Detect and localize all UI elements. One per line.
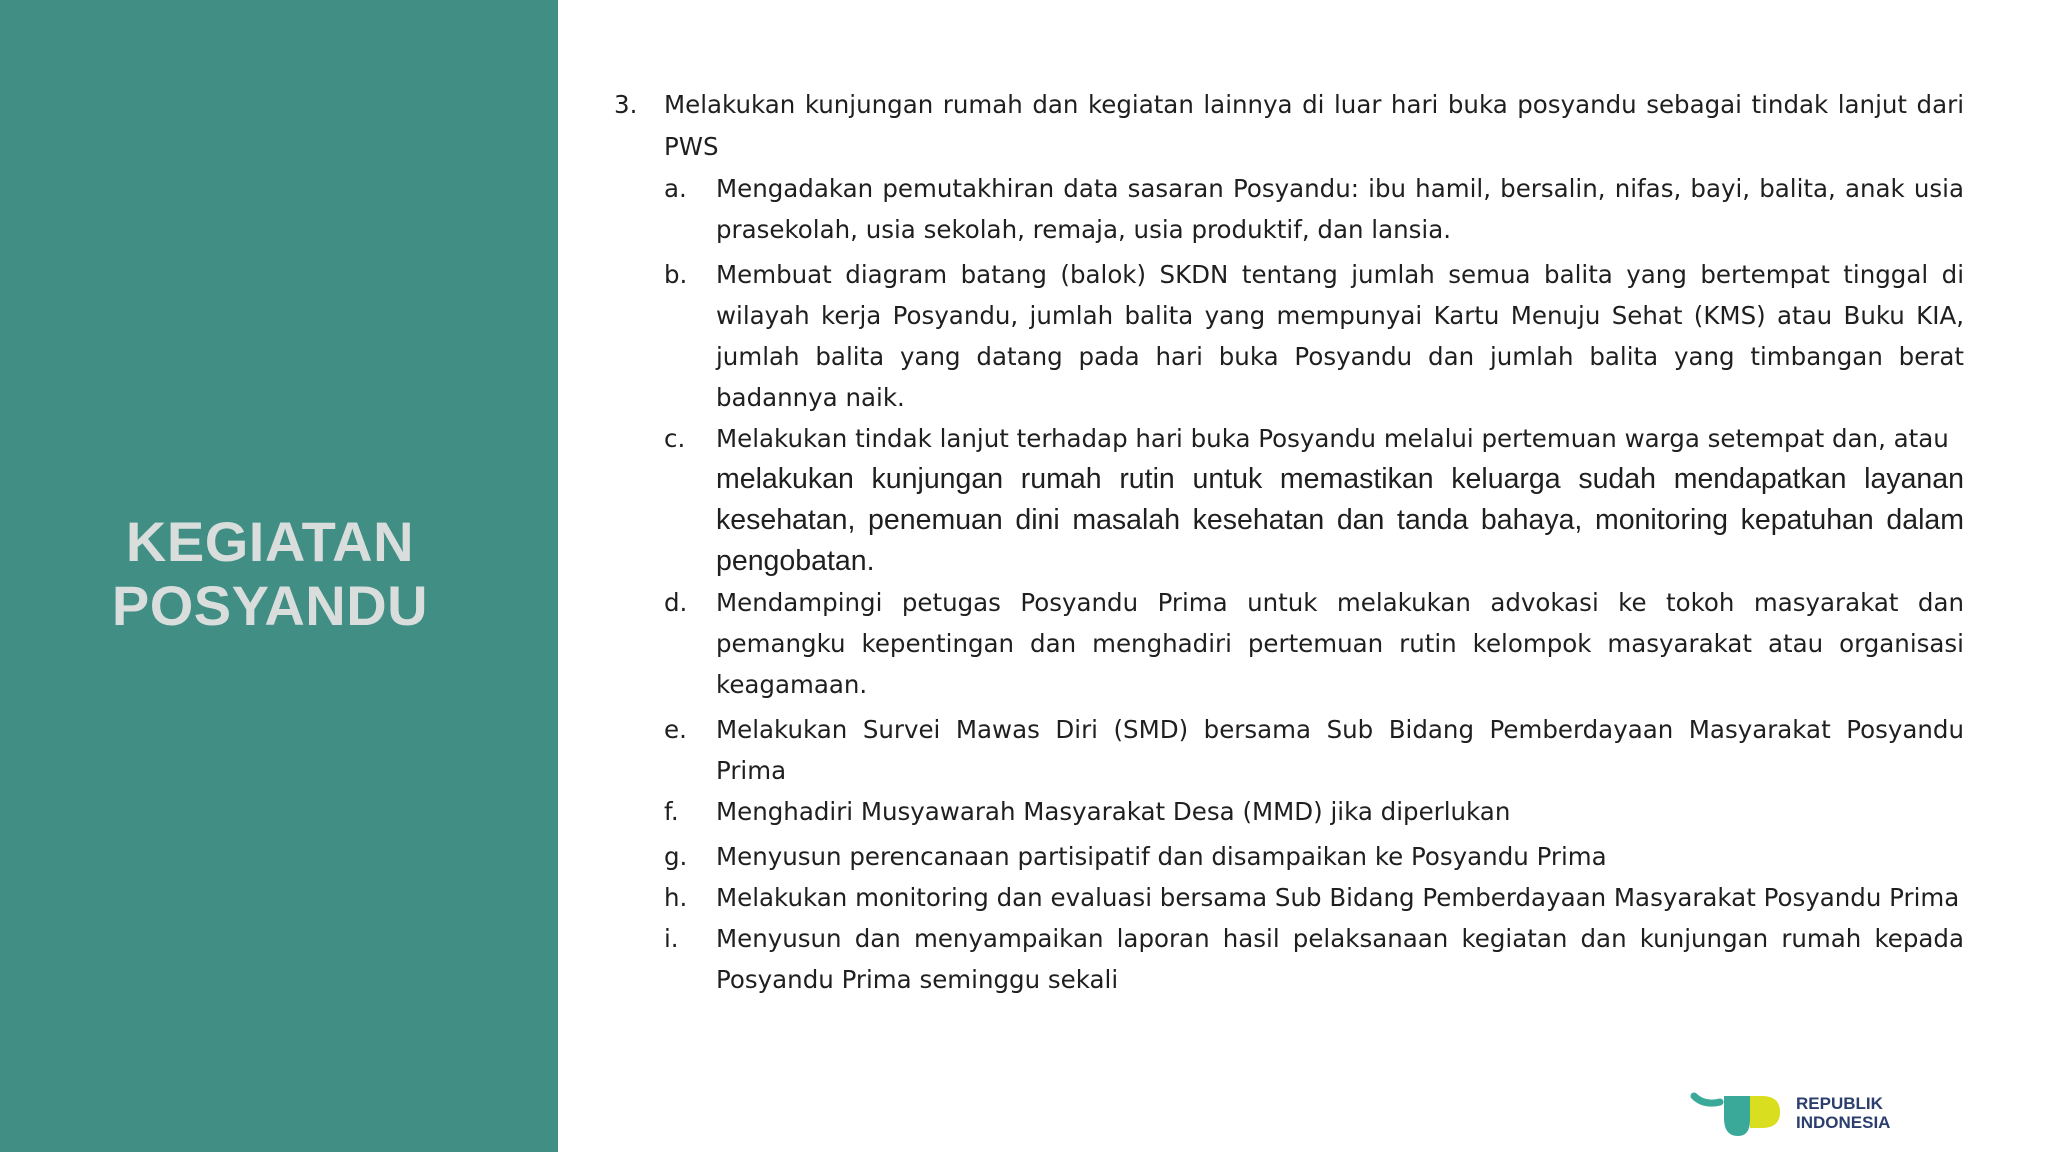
logo-mark-icon (1690, 1090, 1790, 1152)
sub-item-h (614, 877, 1964, 918)
sub-item-c-continued (614, 459, 1964, 582)
sub-item-d (614, 582, 1964, 705)
sub-item-e (614, 709, 1964, 791)
sub-item-i (614, 918, 1964, 1000)
logo-text-line2: INDONESIA (1796, 1113, 1891, 1132)
sub-item-letter: c. (664, 424, 686, 453)
section-title-line1: KEGIATAN (125, 510, 415, 573)
sub-item-letter: e. (664, 715, 687, 744)
sub-list (614, 168, 1964, 1000)
logo-text-line1: REPUBLIK (1796, 1094, 1883, 1113)
section-title-line2: POSYANDU (111, 574, 429, 637)
logo-text (1796, 1094, 1890, 1132)
section-title (0, 510, 540, 638)
sub-item-letter: g. (664, 842, 688, 871)
sub-item-c (614, 418, 1964, 459)
sub-item-letter: h. (664, 883, 688, 912)
main-list-item (614, 84, 1964, 168)
sub-item-letter: i. (664, 924, 679, 953)
sub-item-text: Menghadiri Musyawarah Masyarakat Desa (MMD) jika diperlukan (716, 797, 1511, 826)
sub-item-text: Melakukan Survei Mawas Diri (SMD) bersama Sub Bidang Pemberdayaan Masyarakat Posyandu Prima (716, 715, 1964, 785)
sub-item-text: Melakukan monitoring dan evaluasi bersama Sub Bidang Pemberdayaan Masyarakat Posyandu Prima (716, 883, 1960, 912)
sub-item-letter: a. (664, 174, 687, 203)
sub-item-letter: d. (664, 588, 688, 617)
sidebar-panel (0, 0, 558, 1152)
sub-item-text: Mengadakan pemutakhiran data sasaran Posyandu: ibu hamil, bersalin, nifas, bayi, balita, anak usia prasekolah, usia sekolah, remaja, usia produktif, dan lansia. (716, 174, 1964, 244)
sub-item-f (614, 791, 1964, 832)
sub-item-text: Menyusun perencanaan partisipatif dan disampaikan ke Posyandu Prima (716, 842, 1607, 871)
sub-item-text-part1: Melakukan tindak lanjut terhadap hari buka Posyandu melalui pertemuan warga setempat dan, atau (716, 424, 1949, 453)
ministry-logo (1690, 1090, 1990, 1152)
sub-item-letter: f. (664, 797, 679, 826)
sub-item-b (614, 254, 1964, 418)
main-item-number: 3. (614, 90, 638, 119)
content-area (614, 84, 1964, 1000)
sub-item-g (614, 836, 1964, 877)
sub-item-text-part2: melakukan kunjungan rumah rutin untuk memastikan keluarga sudah mendapatkan layanan kesehatan, penemuan dini masalah kesehatan dan tanda bahaya, monitoring kepatuhan dalam pengobatan. (716, 463, 1964, 577)
sub-item-a (614, 168, 1964, 250)
sub-item-letter: b. (664, 260, 688, 289)
main-item-text: Melakukan kunjungan rumah dan kegiatan lainnya di luar hari buka posyandu sebagai tindak lanjut dari PWS (664, 90, 1964, 161)
sub-item-text: Membuat diagram batang (balok) SKDN tentang jumlah semua balita yang bertempat tinggal di wilayah kerja Posyandu, jumlah balita yang mempunyai Kartu Menuju Sehat (KMS) atau Buku KIA, jumlah balita yang datang pada hari buka Posyandu dan jumlah balita yang timbangan berat badannya naik. (716, 260, 1964, 412)
sub-item-text: Menyusun dan menyampaikan laporan hasil pelaksanaan kegiatan dan kunjungan rumah kepada Posyandu Prima seminggu sekali (716, 924, 1964, 994)
sub-item-text: Mendampingi petugas Posyandu Prima untuk melakukan advokasi ke tokoh masyarakat dan pemangku kepentingan dan menghadiri pertemuan rutin kelompok masyarakat atau organisasi keagamaan. (716, 588, 1964, 699)
